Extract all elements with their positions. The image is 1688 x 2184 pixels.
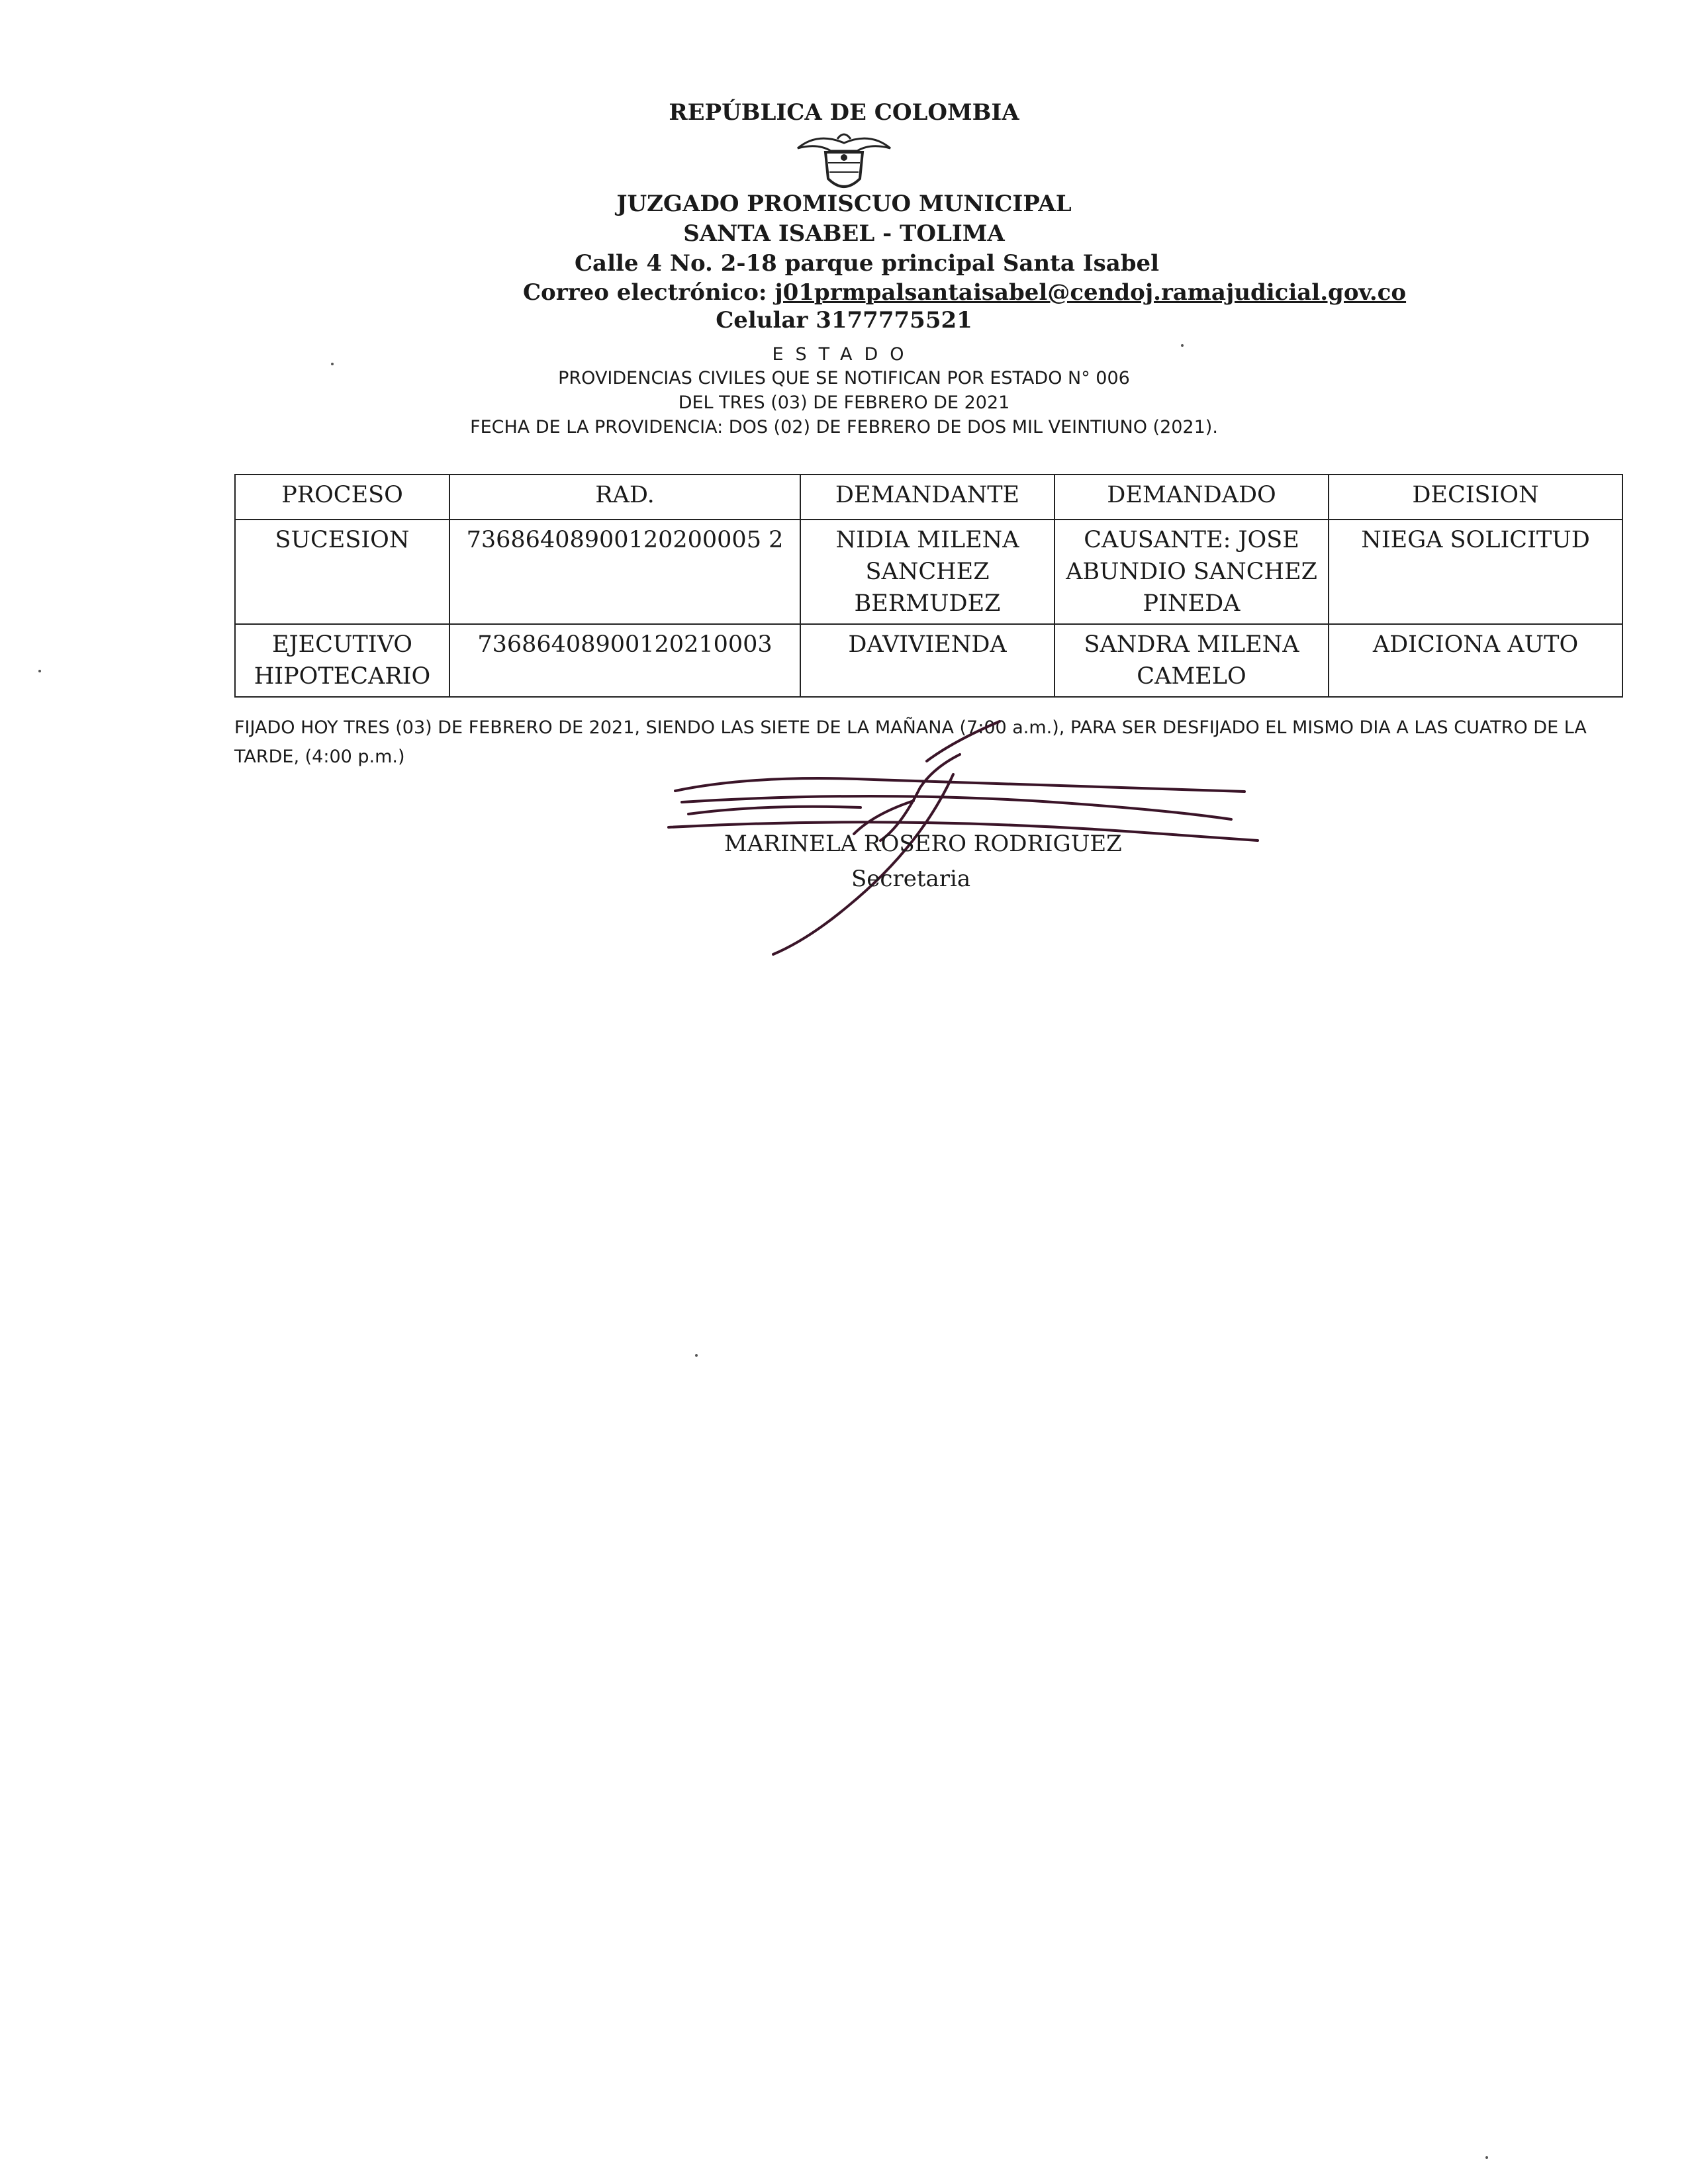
- table-cell: SANDRA MILENA CAMELO: [1055, 624, 1329, 697]
- email-line: [523, 279, 1406, 306]
- date-line: DEL TRES (03) DE FEBRERO DE 2021: [678, 392, 1010, 413]
- table-cell: 73686408900120200005 2: [449, 520, 800, 624]
- scan-speck: [1181, 344, 1184, 347]
- scan-speck: [1485, 2156, 1488, 2159]
- table-header-row: [235, 475, 1622, 520]
- email-label: Correo electrónico:: [523, 279, 767, 306]
- court-address: Calle 4 No. 2-18 parque principal Santa Isabel: [575, 250, 1160, 277]
- column-header: DEMANDADO: [1055, 475, 1329, 520]
- table-row: [235, 520, 1622, 624]
- court-city: SANTA ISABEL - TOLIMA: [683, 220, 1005, 247]
- column-header: PROCESO: [235, 475, 449, 520]
- scan-speck: [331, 363, 334, 365]
- coat-of-arms-icon: [791, 128, 897, 197]
- secretary-name: MARINELA ROSERO RODRIGUEZ: [724, 831, 1122, 857]
- posting-notice: FIJADO HOY TRES (03) DE FEBRERO DE 2021, SIENDO LAS SIETE DE LA MAÑANA (7:00 a.m.), PARA SER DESFIJADO EL MISMO DIA A LAS CUATRO DE LA TARDE, (4:00 p.m.): [234, 717, 1587, 767]
- table-row: [235, 624, 1622, 697]
- secretary-role: Secretaria: [851, 866, 971, 892]
- table-cell: EJECUTIVO HIPOTECARIO: [235, 624, 449, 697]
- column-header: RAD.: [449, 475, 800, 520]
- table-cell: NIEGA SOLICITUD: [1329, 520, 1622, 624]
- table-cell: ADICIONA AUTO: [1329, 624, 1622, 697]
- providencias-line: PROVIDENCIAS CIVILES QUE SE NOTIFICAN POR ESTADO N° 006: [558, 368, 1130, 388]
- process-table: [234, 474, 1623, 698]
- court-name: JUZGADO PROMISCUO MUNICIPAL: [616, 191, 1072, 217]
- column-header: DECISION: [1329, 475, 1622, 520]
- scan-speck: [38, 670, 41, 672]
- column-header: DEMANDANTE: [800, 475, 1055, 520]
- country-heading: REPÚBLICA DE COLOMBIA: [669, 99, 1019, 126]
- table-cell: SUCESION: [235, 520, 449, 624]
- scan-speck: [695, 1354, 698, 1357]
- table-cell: 73686408900120210003: [449, 624, 800, 697]
- email-link[interactable]: j01prmpalsantaisabel@cendoj.ramajudicial.gov.co: [774, 279, 1407, 306]
- table-cell: NIDIA MILENA SANCHEZ BERMUDEZ: [800, 520, 1055, 624]
- table-cell: CAUSANTE: JOSE ABUNDIO SANCHEZ PINEDA: [1055, 520, 1329, 624]
- providence-date-line: FECHA DE LA PROVIDENCIA: DOS (02) DE FEBRERO DE DOS MIL VEINTIUNO (2021).: [470, 417, 1218, 437]
- table-cell: DAVIVIENDA: [800, 624, 1055, 697]
- estado-heading: ESTADO: [772, 344, 916, 365]
- phone-number: Celular 3177775521: [716, 307, 972, 334]
